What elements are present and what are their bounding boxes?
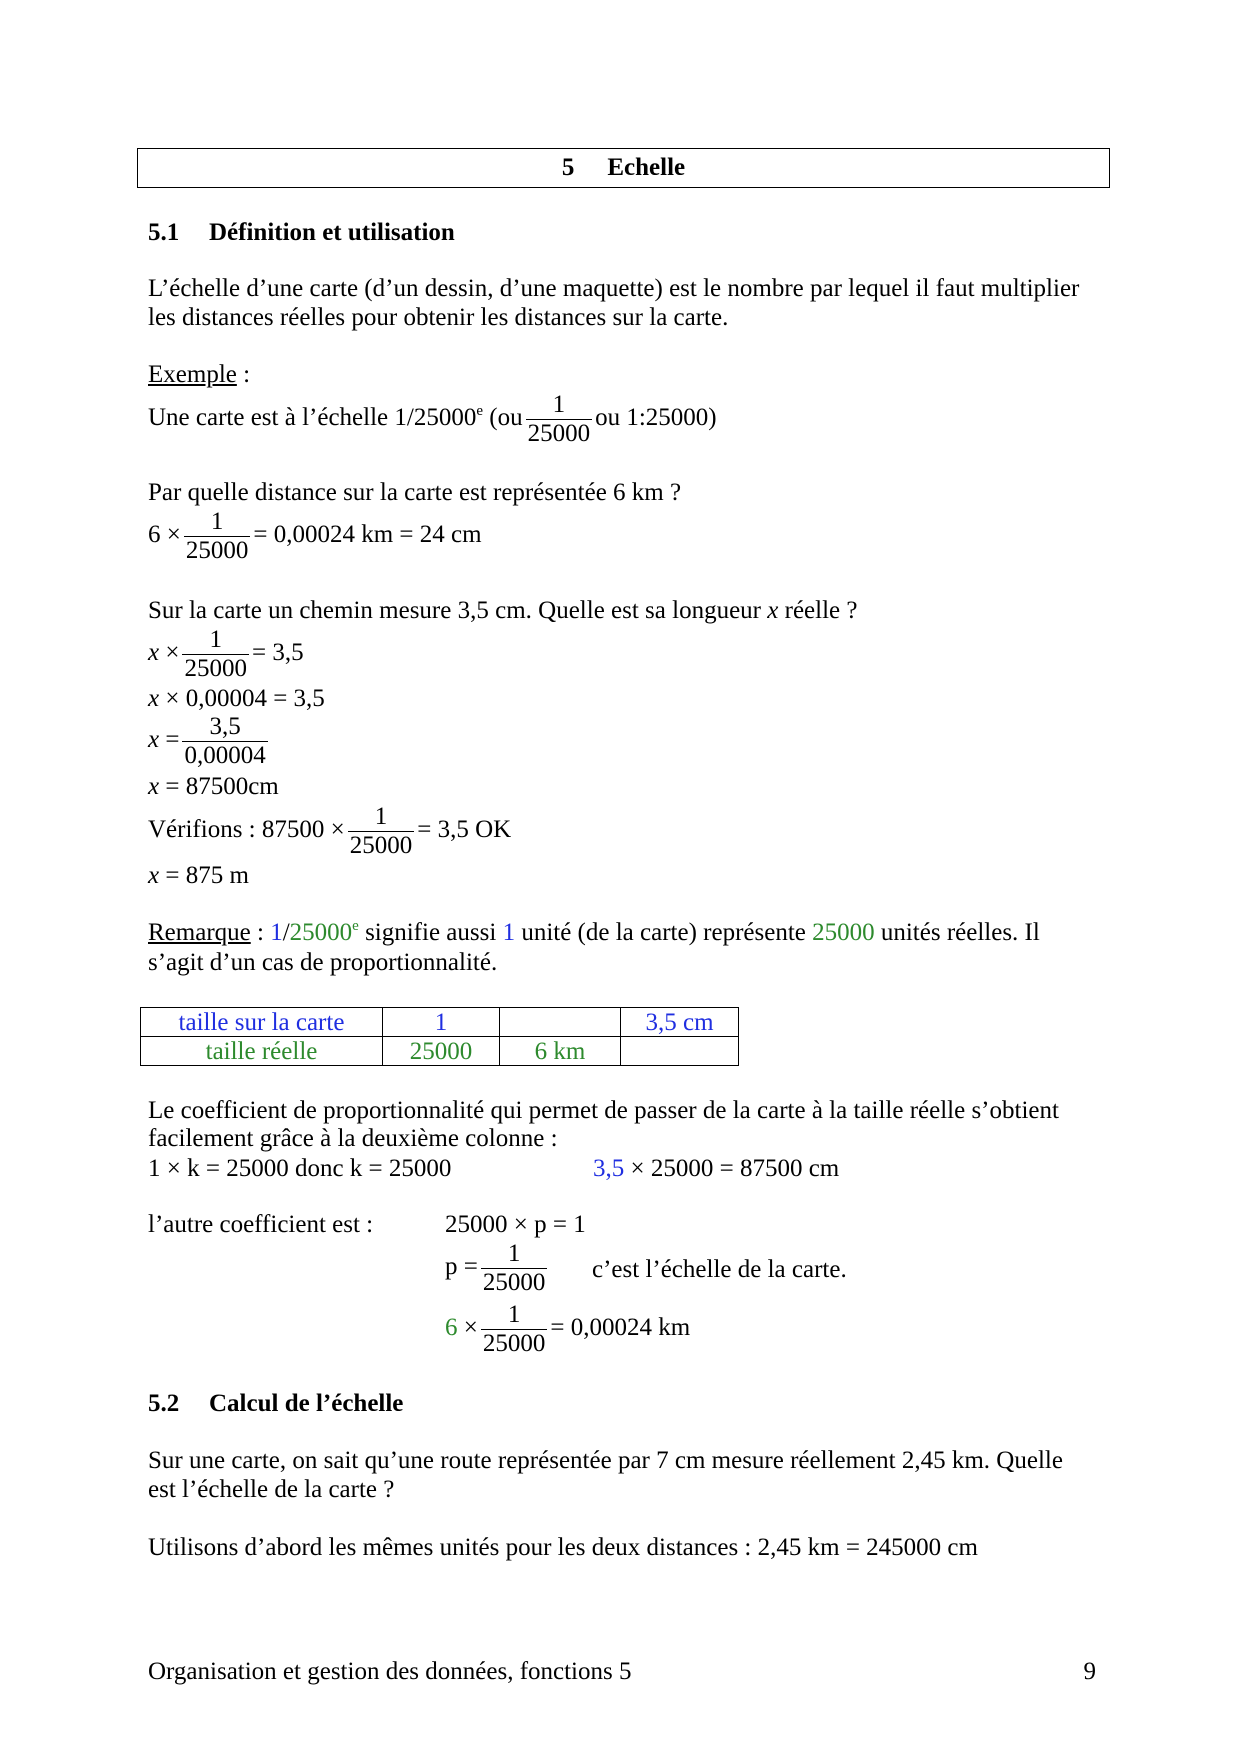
equation-rest: = 87500cm [159, 773, 279, 800]
fraction-denominator: 25000 [527, 420, 591, 447]
calc-lhs: 6 × [148, 521, 181, 549]
calc-distance [148, 508, 482, 565]
problem-paragraph-line: Sur une carte, on sait qu’une route représentée par 7 cm mesure réellement 2,45 km. Quelle [148, 1447, 1063, 1474]
example-colon: : [236, 361, 251, 388]
variable-x: x [148, 773, 160, 800]
fraction-numerator: 1 [209, 626, 222, 653]
fraction-denominator: 25000 [482, 1330, 546, 1357]
fraction-numerator: 1 [552, 391, 566, 418]
question-length [148, 597, 857, 625]
table-cell: 6 km [500, 1037, 621, 1066]
superscript: e [352, 918, 359, 934]
remark-label: Remarque [148, 919, 251, 946]
fraction-denominator: 25000 [482, 1269, 546, 1296]
remark-text: signifie aussi [358, 919, 503, 946]
other-coefficient-label: l’autre coefficient est : [148, 1211, 374, 1238]
section-title: Définition et utilisation [209, 219, 455, 246]
table-row-real-size [141, 1037, 739, 1066]
remark-line-2: s’agit d’un cas de proportionnalité. [148, 949, 498, 976]
p-note: c’est l’échelle de la carte. [592, 1256, 847, 1283]
proportion-table [140, 1007, 739, 1066]
p-value [445, 1240, 550, 1297]
variable-x: x [767, 597, 779, 624]
remark-text: unité (de la carte) représente [515, 919, 813, 946]
chapter-number: 5 [561, 154, 575, 181]
scale-line [148, 391, 717, 448]
real-units: 25000 [289, 919, 353, 946]
variable-x: x [148, 639, 160, 667]
scale-alt-open: (ou [483, 404, 523, 432]
result-line [148, 862, 249, 890]
question-text: Sur la carte un chemin mesure 3,5 cm. Quelle est sa longueur [148, 597, 768, 624]
coefficient-paragraph-line: facilement grâce à la deuxième colonne : [148, 1125, 558, 1152]
fraction-numerator: 1 [507, 1301, 521, 1328]
equation-rhs: = 3,5 [251, 639, 304, 667]
k-example [593, 1155, 839, 1183]
fraction [348, 803, 415, 860]
table-cell [621, 1037, 739, 1066]
example-label-line [148, 361, 250, 389]
table-cell: taille sur la carte [141, 1008, 383, 1037]
table-row-map-size [141, 1008, 739, 1037]
table-cell: taille réelle [141, 1037, 383, 1066]
k-equation: 1 × k = 25000 donc k = 25000 [148, 1155, 452, 1182]
fraction-denominator: 0,00004 [184, 742, 266, 769]
section-title: Calcul de l’échelle [209, 1390, 404, 1417]
p-value-lhs: p = [445, 1253, 478, 1281]
example-label: Exemple [148, 361, 237, 388]
k-example-value: 3,5 [593, 1155, 625, 1182]
fraction [481, 1240, 548, 1297]
equation-step-3 [148, 713, 271, 770]
intro-paragraph-line: L’échelle d’une carte (d’un dessin, d’une maquette) est le nombre par lequel il faut multiplier [148, 275, 1080, 302]
remark-line [148, 919, 1040, 950]
table-cell: 25000 [383, 1037, 500, 1066]
question-text-end: réelle ? [778, 597, 858, 624]
remark-colon: : [250, 919, 271, 946]
result-rest: = 875 m [159, 862, 249, 889]
verification-rhs: = 3,5 OK [417, 816, 512, 844]
question-distance: Par quelle distance sur la carte est représentée 6 km ? [148, 479, 682, 506]
fraction-numerator: 1 [210, 508, 224, 535]
section-number: 5.2 [148, 1390, 180, 1417]
table-cell [500, 1008, 621, 1037]
fraction-denominator: 25000 [184, 655, 247, 682]
map-unit: 1 [502, 919, 516, 946]
section-heading-5-2 [148, 1390, 403, 1418]
scale-alt-close: ou 1:25000) [595, 404, 717, 432]
p-equation: 25000 × p = 1 [445, 1211, 586, 1238]
equation-step-1 [148, 626, 304, 683]
equation-step-4 [148, 773, 279, 801]
intro-paragraph-line: les distances réelles pour obtenir les distances sur la carte. [148, 304, 729, 331]
calc-rhs: = 0,00024 km = 24 cm [253, 521, 482, 549]
fraction [182, 626, 249, 683]
equation-operator: × [159, 639, 180, 667]
equation-rest: × 0,00004 = 3,5 [159, 685, 325, 712]
verification-line [148, 803, 511, 860]
real-units: 25000 [812, 919, 875, 946]
p-example [445, 1301, 690, 1358]
scale-text: Une carte est à l’échelle 1/25000 [148, 404, 477, 432]
remark-slash: / [282, 919, 290, 946]
chapter-heading [137, 148, 1110, 188]
equation-operator: = [159, 726, 180, 754]
table-cell: 3,5 cm [621, 1008, 739, 1037]
footer-title: Organisation et gestion des données, fonctions 5 [148, 1658, 632, 1685]
map-unit: 1 [270, 919, 283, 946]
p-example-value: 6 [445, 1314, 458, 1342]
equation-step-2 [148, 685, 325, 713]
fraction-numerator: 3,5 [209, 713, 241, 740]
fraction-numerator: 1 [374, 803, 388, 830]
problem-paragraph-line: est l’échelle de la carte ? [148, 1476, 395, 1503]
section-heading-5-1 [148, 219, 455, 247]
section-number: 5.1 [148, 219, 180, 246]
coefficient-paragraph-line: Le coefficient de proportionnalité qui permet de passer de la carte à la taille réelle s’obtient [148, 1097, 1059, 1124]
units-line: Utilisons d’abord les mêmes unités pour les deux distances : 2,45 km = 245000 cm [148, 1534, 978, 1561]
equation-operator: × [457, 1314, 478, 1342]
fraction [481, 1301, 548, 1358]
verification-lhs: Vérifions : 87500 × [148, 816, 345, 844]
variable-x: x [148, 862, 160, 889]
page-number: 9 [1083, 1658, 1096, 1685]
k-example-rest: × 25000 = 87500 cm [624, 1155, 840, 1182]
fraction [526, 391, 593, 448]
remark-text: unités réelles. Il [874, 919, 1040, 946]
variable-x: x [148, 685, 160, 712]
chapter-title: Echelle [607, 154, 686, 181]
fraction [184, 508, 251, 565]
p-example-rhs: = 0,00024 km [550, 1314, 691, 1342]
fraction-denominator: 25000 [185, 537, 249, 564]
fraction [182, 713, 267, 770]
table-cell: 1 [383, 1008, 500, 1037]
variable-x: x [148, 726, 160, 754]
fraction-denominator: 25000 [349, 832, 413, 859]
superscript: e [476, 403, 483, 420]
fraction-numerator: 1 [507, 1240, 521, 1267]
